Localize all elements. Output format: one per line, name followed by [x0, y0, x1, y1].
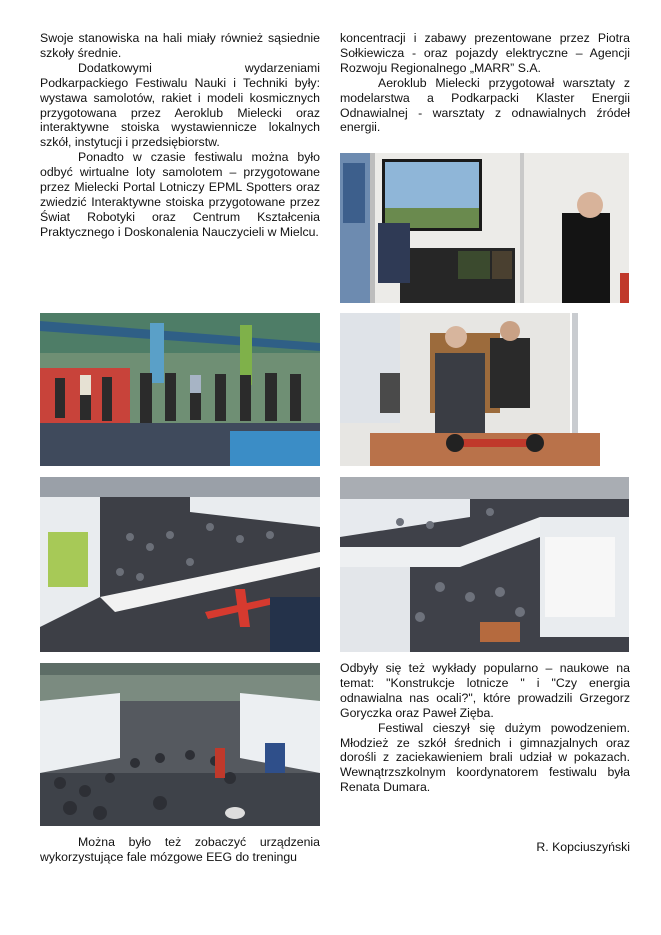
photo-booths-aerial	[340, 477, 629, 652]
author-signature: R. Kopciuszyński	[536, 840, 630, 854]
paragraph: Można było też zobaczyć urządzenia wykorzystujące fale mózgowe EEG do treningu	[40, 835, 320, 864]
paragraph: Ponadto w czasie festiwalu można było odbyć wirtualne loty samolotem – przygotowane przez Mielecki Portal Lotniczy EPML Spotters oraz zwiedzić Interaktywne stoiska przygotowane przez Świat Robotyki oraz Centrum Kształcenia Praktycznego i Doskonalenia Nauczycieli w Mielcu.	[40, 150, 320, 239]
paragraph: Swoje stanowiska na hali miały również sąsiednie szkoły średnie.	[40, 31, 320, 60]
photo-hall-overview-plane	[40, 477, 320, 652]
paragraph: Festiwal cieszył się dużym powodzeniem. Młodzież ze szkół średnich i gimnazjalnych oraz dorośli z zaciekawieniem brali udział w pokazach. Wewnątrzszkolnym koordynatorem festiwalu była Renata Dumara.	[340, 720, 630, 795]
right-column-text-top	[340, 31, 630, 135]
photo-drone-workshop	[340, 313, 629, 466]
right-column-text-bottom	[340, 661, 630, 795]
photo-main-hall	[40, 663, 320, 826]
left-column-text-top	[40, 31, 320, 240]
paragraph: koncentracji i zabawy prezentowane przez Piotra Sołkiewicza - oraz pojazdy elektryczne – Agencji Rozwoju Regionalnego „MARR” S.A.	[340, 31, 630, 75]
paragraph: Odbyły się też wykłady popularno – naukowe na temat: "Konstrukcje lotnicze " i "Czy energia odnawialna nas ocali?", które prowadzili Grzegorz Goryczka oraz Paweł Zięba.	[340, 661, 630, 720]
left-column-text-bottom	[40, 835, 320, 865]
paragraph: Dodatkowymi wydarzeniami Podkarpackiego Festiwalu Nauki i Techniki były: wystawa samolotów, rakiet i modeli kosmicznych przygotowana przez Aeroklub Mielecki oraz interaktywne stoiska wystawiennicze lokalnych szkół, instytucji i przedsiębiorstw.	[40, 60, 320, 150]
photo-flight-simulator	[340, 153, 629, 303]
paragraph: Aeroklub Mielecki przygotował warsztaty z modelarstwa a Podkarpacki Klaster Energii Odnawialnej - warsztaty z odnawialnych źródeł energii.	[340, 75, 630, 135]
photo-opening-ceremony	[40, 313, 320, 466]
